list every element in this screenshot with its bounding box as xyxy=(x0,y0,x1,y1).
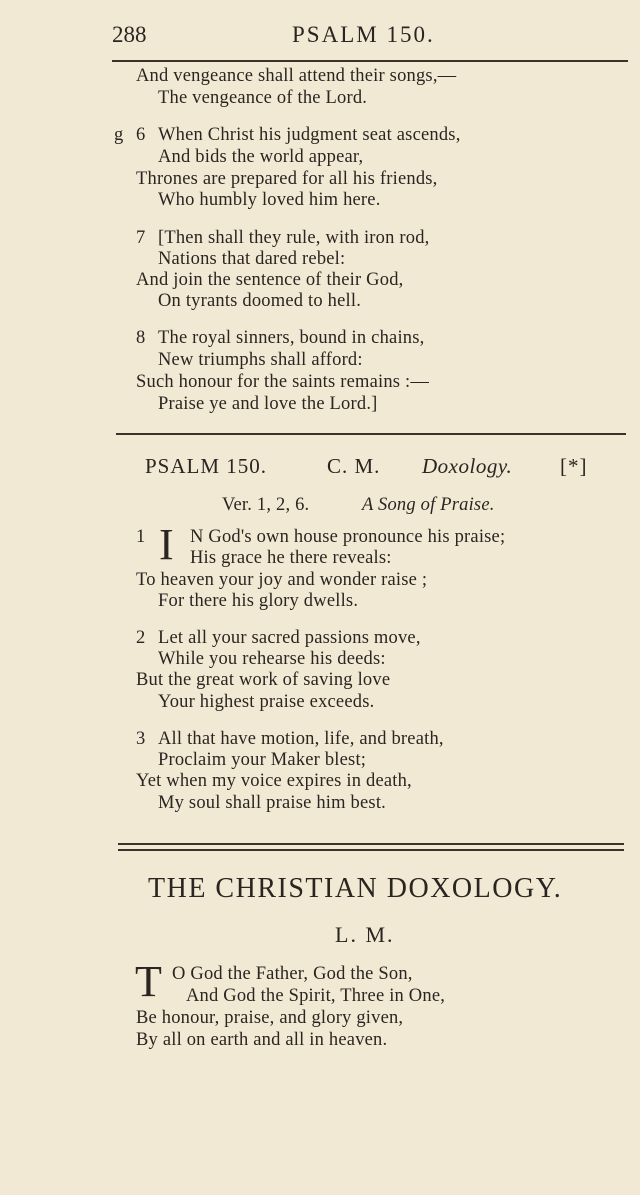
page-number: 288 xyxy=(112,22,147,47)
verse-line: His grace he there reveals: xyxy=(190,548,392,568)
header-rule xyxy=(112,60,628,62)
verse-line: Be honour, praise, and glory given, xyxy=(136,1008,404,1028)
double-rule-top xyxy=(118,843,624,845)
verse-line: To heaven your joy and wonder raise ; xyxy=(136,570,428,590)
verse-line: [Then shall they rule, with iron rod, xyxy=(158,228,430,248)
verse-line: Yet when my voice expires in death, xyxy=(136,771,412,791)
psalm-heading: PSALM 150. xyxy=(145,454,268,478)
drop-cap: T xyxy=(135,957,162,1006)
verse-line: And join the sentence of their God, xyxy=(136,270,404,290)
verse-line: For there his glory dwells. xyxy=(158,591,359,611)
verse-line: Your highest praise exceeds. xyxy=(158,692,375,712)
stanza-number: 2 xyxy=(136,628,146,648)
verse-line: And vengeance shall attend their songs,— xyxy=(136,66,457,86)
psalm-tune: Doxology. xyxy=(422,454,513,478)
psalm-subtitle: A Song of Praise. xyxy=(362,495,495,515)
verse-line: And God the Spirit, Three in One, xyxy=(186,986,446,1006)
psalm-meter: C. M. xyxy=(327,454,381,478)
verse-line: Nations that dared rebel: xyxy=(158,249,346,269)
stanza-number: 6 xyxy=(136,125,146,145)
verses-reference: Ver. 1, 2, 6. xyxy=(222,495,310,515)
verse-line: While you rehearse his deeds: xyxy=(158,649,386,669)
verse-line: But the great work of saving love xyxy=(136,670,391,690)
verse-line: N God's own house pronounce his praise; xyxy=(190,527,506,547)
double-rule-bottom xyxy=(118,849,624,851)
psalm-bracket: [*] xyxy=(560,454,588,478)
verse-line: Let all your sacred passions move, xyxy=(158,628,421,648)
verse-line: O God the Father, God the Son, xyxy=(172,964,413,984)
verse-line: When Christ his judgment seat ascends, xyxy=(158,125,461,145)
verse-line: And bids the world appear, xyxy=(158,147,364,167)
verse-line: By all on earth and all in heaven. xyxy=(136,1030,388,1050)
verse-line: Proclaim your Maker blest; xyxy=(158,750,367,770)
stanza-mark: g xyxy=(114,125,124,145)
doxology-title: THE CHRISTIAN DOXOLOGY. xyxy=(148,873,563,904)
stanza-number: 1 xyxy=(136,527,146,547)
verse-line: Who humbly loved him here. xyxy=(158,190,381,210)
verse-line: Thrones are prepared for all his friends, xyxy=(136,169,438,189)
verse-line: Praise ye and love the Lord.] xyxy=(158,394,378,414)
verse-line: New triumphs shall afford: xyxy=(158,350,363,370)
verse-line: The vengeance of the Lord. xyxy=(158,88,368,108)
verse-line: The royal sinners, bound in chains, xyxy=(158,328,425,348)
doxology-meter: L. M. xyxy=(335,922,395,947)
verse-line: On tyrants doomed to hell. xyxy=(158,291,362,311)
running-title: PSALM 150. xyxy=(292,22,435,47)
verse-line: My soul shall praise him best. xyxy=(158,793,386,813)
stanza-number: 3 xyxy=(136,729,146,749)
verse-line: Such honour for the saints remains :— xyxy=(136,372,430,392)
verse-line: All that have motion, life, and breath, xyxy=(158,729,444,749)
drop-cap: I xyxy=(159,520,174,569)
section-divider xyxy=(116,433,626,435)
stanza-number: 8 xyxy=(136,328,146,348)
stanza-number: 7 xyxy=(136,228,146,248)
